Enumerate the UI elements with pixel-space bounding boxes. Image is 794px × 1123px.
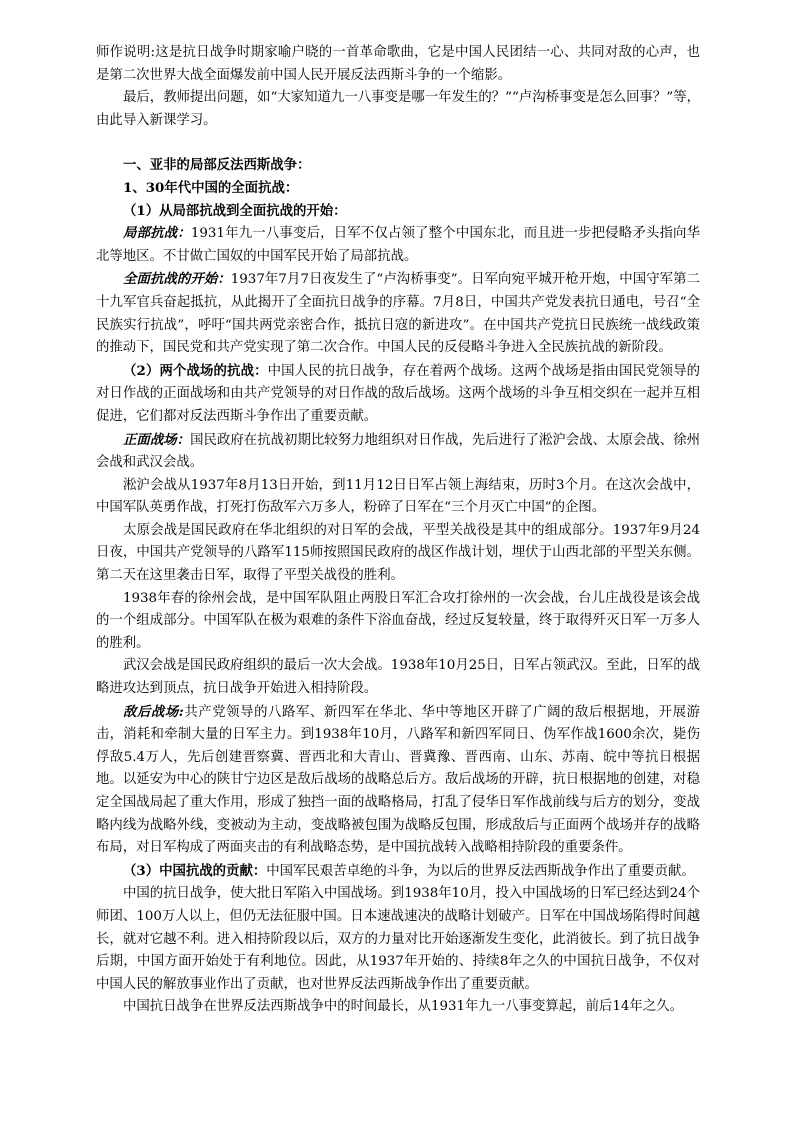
paragraph-taiyuan: 太原会战是国民政府在华北组织的对日军的会战，平型关战役是其中的组成部分。1937年9月24日夜，中国共产党领导的八路军115师按照国民政府的战区作战计划，埋伏于山西北部的平型关东侧。第二天在这里袭击日军，取得了平型关战役的胜利。 — [96, 522, 700, 584]
intro-paragraph: 师作说明:这是抗日战争时期家喻户晓的一首革命歌曲，它是中国人民团结一心、共同对敌的心声，也是第二次世界大战全面爆发前中国人民开展反法西斯斗争的一个缩影。 — [96, 45, 700, 83]
topic-heading-local-to-full: （1）从局部抗战到全面抗战的开始： — [123, 202, 347, 219]
paragraph-text: 1931年九一八事变后，日军不仅占领了整个中国东北，而且进一步把侵略矛头指向华北等地区。不甘做亡国奴的中国军民开始了局部抗战。 — [96, 226, 701, 264]
topic-heading-two-battlefields: （2）两个战场的抗战： — [123, 362, 268, 379]
paragraph-behind-lines — [96, 701, 700, 860]
paragraph-contribution-detail: 中国的抗日战争，使大批日军陷入中国战场。到1938年10月，投入中国战场的日军已经达到24个师团、100万人以上，但仍无法征服中国。日本速战速决的战略计划破产。日军在中国战场陷得时间越长，就对它越不利。进入相持阶段以后，双方的力量对比开始逐渐发生变化，此消彼长。到了抗日战争后期，中国方面开始处于有利地位。因此，从1937年开始的、持续8年之久的中国抗日战争，不仅对中国人民的解放事业作出了贡献，也对世界反法西斯战争作出了重要贡献。 — [96, 886, 700, 992]
keyword: 全面抗战的开始： — [123, 271, 231, 288]
paragraph-wuhan: 武汉会战是国民政府组织的最后一次大会战。1938年10月25日，日军占领武汉。至此，日军的战略进攻达到顶点，抗日战争开始进入相持阶段。 — [96, 658, 700, 697]
paragraph-text: 1937年7月7日夜发生了“卢沟桥事变”。日军向宛平城开枪开炮，中国守军第二十九军官兵奋起抵抗，从此揭开了全面抗日战争的序幕。7月8日，中国共产党发表抗日通电，号召“全民族实行抗战”，呼吁“国共两党亲密合作，抵抗日寇的新进攻”。在中国共产党抗日民族统一战线政策的推动下，国民党和共产党实现了第二次合作。中国人民的反侵略斗争进入全民族抗战的新阶段。 — [96, 272, 700, 356]
paragraph-text: 国民政府在抗战初期比较努力地组织对日作战，先后进行了淞沪会战、太原会战、徐州会战和武汉会战。 — [96, 432, 701, 471]
document-page — [96, 42, 700, 1019]
intro-question-paragraph: 最后，教师提出问题，如“大家知道九一八事变是哪一年发生的？”“卢沟桥事变是怎么回事？”等，由此导入新课学习。 — [96, 90, 700, 128]
paragraph-contribution — [96, 860, 700, 884]
keyword: 正面战场： — [123, 431, 191, 448]
paragraph-front-battlefield — [96, 429, 700, 475]
paragraph-text: 中国军民艰苦卓绝的斗争，为以后的世界反法西斯战争作出了重要贡献。 — [266, 863, 695, 879]
paragraph-full-resistance — [96, 268, 700, 359]
paragraph-text: 共产党领导的八路军、新四军在华北、华中等地区开辟了广阔的敌后根据地，开展游击，消耗和牵制大量的日军主力。到1938年10月，八路军和新四军同日、伪军作战1600余次，毙伤俘敌5.4万人，先后创建晋察冀、晋西北和大青山、晋冀豫、晋西南、山东、苏南、皖中等抗日根据地。以延安为中心的陕甘宁边区是敌后战场的战略总后方。敌后战场的开辟，抗日根据地的创建，对稳定全国战局起了重大作用，形成了独挡一面的战略格局，打乱了侵华日军作战前线与后方的划分，变战略内线为战略外线，变被动为主动，变战略被包围为战略反包围，形成敌后与正面两个战场并存的战略布局，对日军构成了两面夹击的有利战略态势，是中国抗战转入战略相持阶段的重要条件。 — [96, 704, 701, 856]
subsection-heading: 1、30年代中国的全面抗战： — [123, 179, 299, 196]
keyword: 局部抗战： — [123, 225, 191, 242]
topic-heading-contribution: （3）中国抗战的贡献： — [123, 862, 267, 879]
spacer — [96, 132, 700, 154]
section-heading: 一、亚非的局部反法西斯战争： — [123, 157, 311, 174]
paragraph-longest-war: 中国抗日战争在世界反法西斯战争中的时间最长，从1931年九一八事变算起，前后14年之久。 — [123, 999, 683, 1015]
paragraph-text: 中国人民的抗日战争，存在着两个战场。这两个战场是指由国民党领导的对日作战的正面战场和由共产党领导的对日作战的敌后战场。这两个战场的斗争互相交织在一起并互相促进，它们都对反法西斯斗争作出了重要贡献。 — [96, 363, 700, 424]
paragraph-xuzhou: 1938年春的徐州会战，是中国军队阻止两股日军汇合攻打徐州的一次会战，台儿庄战役是该会战的一个组成部分。中国军队在极为艰难的条件下浴血奋战，经过反复较量，终于取得歼灭日军一万多人的胜利。 — [96, 590, 700, 651]
paragraph-songhu: 淞沪会战从1937年8月13日开始，到11月12日日军占领上海结束，历时3个月。在这次会战中，中国军队英勇作战，打死打伤敌军六万多人，粉碎了日军在“三个月灭亡中国”的企图。 — [96, 477, 700, 516]
paragraph-two-battlefields — [96, 360, 700, 429]
keyword: 敌后战场: — [123, 703, 184, 720]
paragraph-local-resistance — [96, 222, 700, 268]
